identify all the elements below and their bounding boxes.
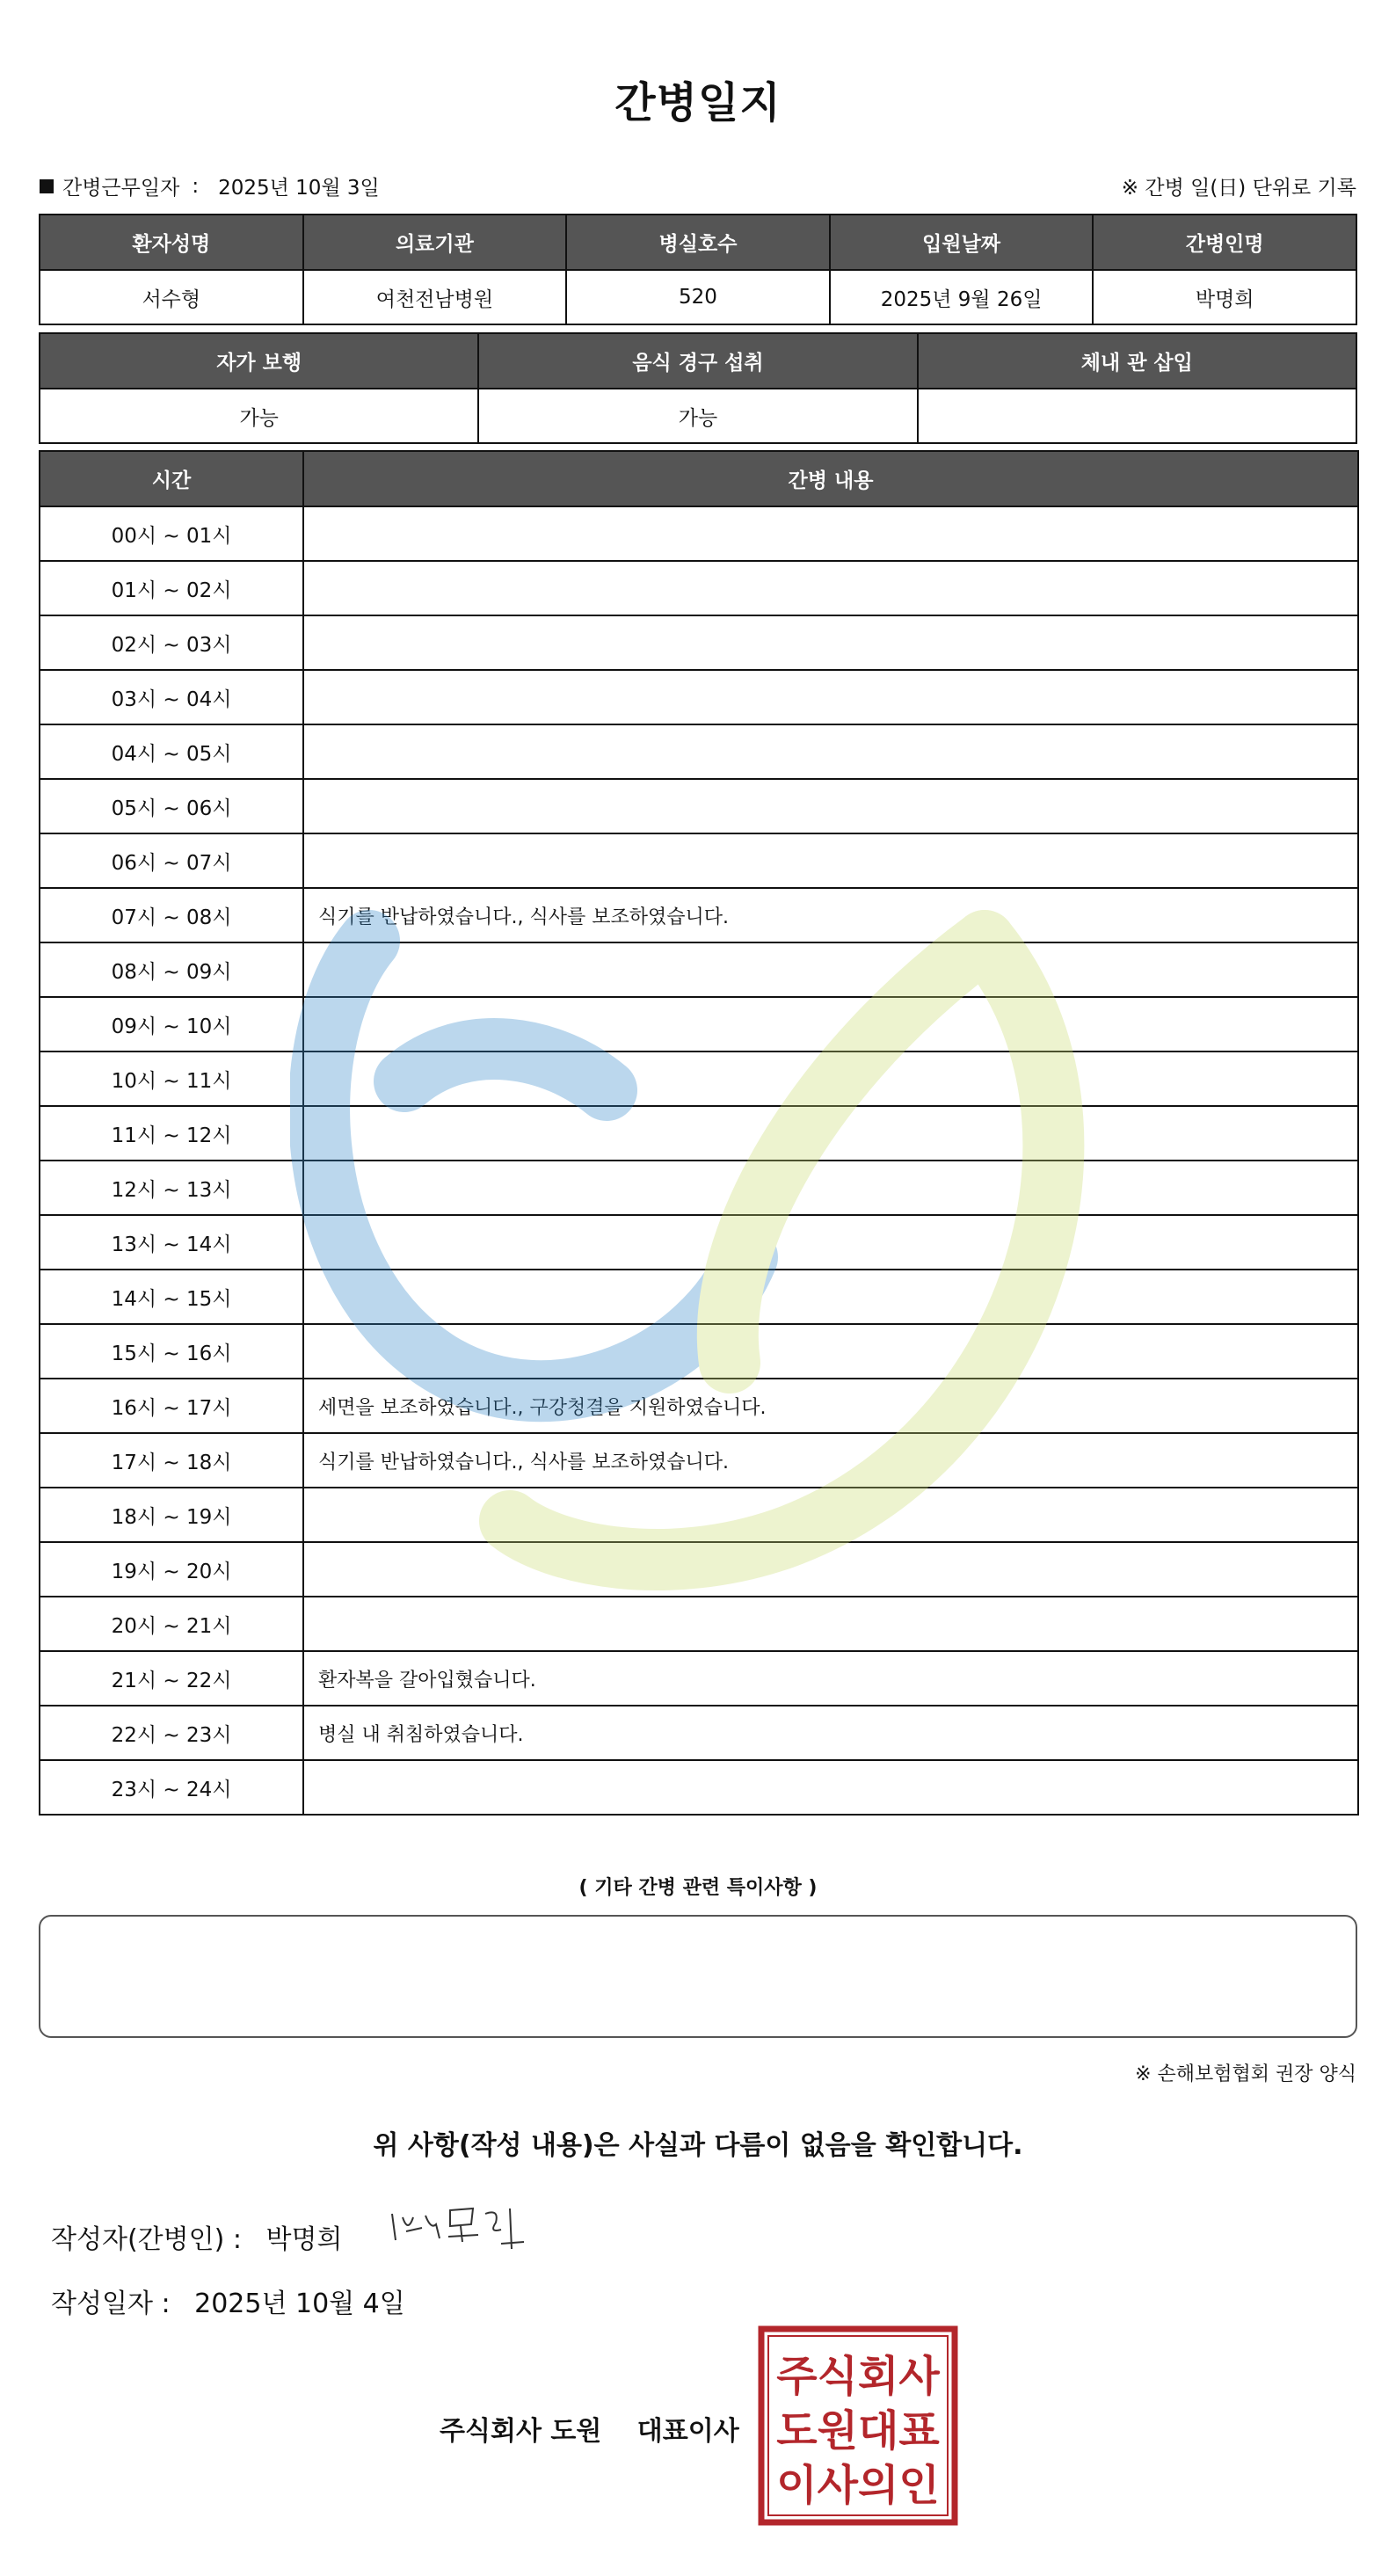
header-admission-date: 입원날짜 [830, 215, 1094, 270]
header-self-walking: 자가 보행 [40, 333, 478, 389]
seal-line-2: 도원대표 [776, 2406, 940, 2456]
log-row [40, 779, 1358, 833]
writer-label: 작성자(간병인) : [51, 2224, 242, 2255]
log-row [40, 1324, 1358, 1379]
log-row [40, 615, 1358, 670]
oral-intake-value: 가능 [478, 389, 917, 443]
company-seal-stamp [758, 2325, 958, 2526]
tube-insertion-value [918, 389, 1356, 443]
room-value: 520 [566, 270, 830, 324]
header-patient-name: 환자성명 [40, 215, 303, 270]
log-content-cell [303, 615, 1358, 670]
header-care-content: 간병 내용 [303, 451, 1358, 506]
log-content-cell [303, 1215, 1358, 1270]
self-walking-value: 가능 [40, 389, 478, 443]
confirmation-statement: 위 사항(작성 내용)은 사실과 다름이 없음을 확인합니다. [373, 2130, 1023, 2161]
seal-line-1: 주식회사 [776, 2352, 940, 2401]
log-time-cell: 10시 ~ 11시 [40, 1052, 303, 1106]
written-date-label: 작성일자 : [51, 2289, 171, 2319]
log-row [40, 1379, 1358, 1433]
log-row [40, 1052, 1358, 1106]
log-time-cell: 08시 ~ 09시 [40, 942, 303, 997]
record-note: ※ 간병 일(日) 단위로 기록 [1121, 177, 1356, 200]
log-content-cell [303, 1324, 1358, 1379]
log-row [40, 670, 1358, 724]
log-time-cell: 02시 ~ 03시 [40, 615, 303, 670]
log-time-cell: 14시 ~ 15시 [40, 1270, 303, 1324]
log-time-cell: 00시 ~ 01시 [40, 506, 303, 561]
work-date-separator: : [192, 174, 200, 198]
log-header-row [40, 451, 1358, 506]
notes-box [39, 1915, 1357, 2038]
seal-line-3: 이사의인 [776, 2461, 940, 2510]
log-row [40, 1488, 1358, 1542]
log-content-cell [303, 561, 1358, 615]
written-date-value: 2025년 10월 4일 [194, 2289, 405, 2319]
log-content-cell [303, 1597, 1358, 1651]
log-row [40, 1106, 1358, 1161]
log-time-cell: 22시 ~ 23시 [40, 1706, 303, 1760]
header-oral-intake: 음식 경구 섭취 [478, 333, 917, 389]
log-time-cell: 11시 ~ 12시 [40, 1106, 303, 1161]
log-row [40, 1161, 1358, 1215]
log-content-cell [303, 506, 1358, 561]
log-row [40, 1433, 1358, 1488]
patient-status-table [39, 332, 1357, 444]
status-header-row [40, 333, 1356, 389]
patient-value-row [40, 270, 1356, 324]
patient-name-value: 서수형 [40, 270, 303, 324]
work-date-label: 간병근무일자 [62, 177, 180, 200]
log-time-cell: 17시 ~ 18시 [40, 1433, 303, 1488]
log-time-cell: 23시 ~ 24시 [40, 1760, 303, 1815]
log-row [40, 833, 1358, 888]
log-content-cell [303, 833, 1358, 888]
log-time-cell: 21시 ~ 22시 [40, 1651, 303, 1706]
log-content-cell [303, 1161, 1358, 1215]
log-row [40, 942, 1358, 997]
bullet-square-icon [40, 179, 54, 193]
written-date-row [51, 2281, 405, 2320]
status-value-row [40, 389, 1356, 443]
log-row [40, 997, 1358, 1052]
company-signature-line [440, 2409, 739, 2448]
patient-header-row [40, 215, 1356, 270]
log-row [40, 561, 1358, 615]
log-content-cell [303, 1106, 1358, 1161]
log-body [40, 506, 1358, 1815]
hospital-value: 여천전남병원 [303, 270, 567, 324]
log-row [40, 1597, 1358, 1651]
log-time-cell: 15시 ~ 16시 [40, 1324, 303, 1379]
log-row [40, 506, 1358, 561]
patient-info-table [39, 214, 1357, 325]
log-time-cell: 04시 ~ 05시 [40, 724, 303, 779]
log-content-cell [303, 1542, 1358, 1597]
log-row [40, 724, 1358, 779]
log-content-cell [303, 942, 1358, 997]
log-content-cell: 세면을 보조하였습니다., 구강청결을 지원하였습니다. [303, 1379, 1358, 1433]
caregiver-value: 박명희 [1093, 270, 1356, 324]
writer-name: 박명희 [265, 2224, 343, 2255]
log-content-cell [303, 1052, 1358, 1106]
log-content-cell: 식기를 반납하였습니다., 식사를 보조하였습니다. [303, 1433, 1358, 1488]
log-time-cell: 20시 ~ 21시 [40, 1597, 303, 1651]
representative-title: 대표이사 [636, 2416, 739, 2447]
log-content-cell [303, 779, 1358, 833]
work-date-row [40, 171, 380, 200]
log-content-cell: 식기를 반납하였습니다., 식사를 보조하였습니다. [303, 888, 1358, 942]
log-time-cell: 13시 ~ 14시 [40, 1215, 303, 1270]
header-time: 시간 [40, 451, 303, 506]
log-row [40, 1542, 1358, 1597]
log-time-cell: 06시 ~ 07시 [40, 833, 303, 888]
log-row [40, 888, 1358, 942]
log-row [40, 1270, 1358, 1324]
header-tube-insertion: 체내 관 삽입 [918, 333, 1356, 389]
log-time-cell: 18시 ~ 19시 [40, 1488, 303, 1542]
log-row [40, 1706, 1358, 1760]
document-title: 간병일지 [614, 78, 782, 127]
log-time-cell: 16시 ~ 17시 [40, 1379, 303, 1433]
header-hospital: 의료기관 [303, 215, 567, 270]
notes-title: ( 기타 간병 관련 특이사항 ) [578, 1877, 818, 1899]
log-row [40, 1215, 1358, 1270]
admission-date-value: 2025년 9월 26일 [830, 270, 1094, 324]
care-log-table [39, 450, 1359, 1816]
header-caregiver: 간병인명 [1093, 215, 1356, 270]
log-content-cell [303, 670, 1358, 724]
log-time-cell: 03시 ~ 04시 [40, 670, 303, 724]
company-name: 주식회사 도원 [440, 2416, 602, 2447]
log-time-cell: 09시 ~ 10시 [40, 997, 303, 1052]
log-content-cell: 환자복을 갈아입혔습니다. [303, 1651, 1358, 1706]
log-content-cell [303, 1760, 1358, 1815]
handwritten-signature [387, 2198, 536, 2259]
log-time-cell: 12시 ~ 13시 [40, 1161, 303, 1215]
work-date-value: 2025년 10월 3일 [218, 177, 380, 200]
form-footnote: ※ 손해보험협회 권장 양식 [1135, 2063, 1356, 2085]
log-content-cell: 병실 내 취침하였습니다. [303, 1706, 1358, 1760]
header-room: 병실호수 [566, 215, 830, 270]
log-row [40, 1651, 1358, 1706]
log-content-cell [303, 1488, 1358, 1542]
log-row [40, 1760, 1358, 1815]
log-time-cell: 19시 ~ 20시 [40, 1542, 303, 1597]
log-time-cell: 07시 ~ 08시 [40, 888, 303, 942]
writer-row [51, 2217, 342, 2256]
log-content-cell [303, 724, 1358, 779]
log-content-cell [303, 997, 1358, 1052]
log-content-cell [303, 1270, 1358, 1324]
log-time-cell: 01시 ~ 02시 [40, 561, 303, 615]
log-time-cell: 05시 ~ 06시 [40, 779, 303, 833]
